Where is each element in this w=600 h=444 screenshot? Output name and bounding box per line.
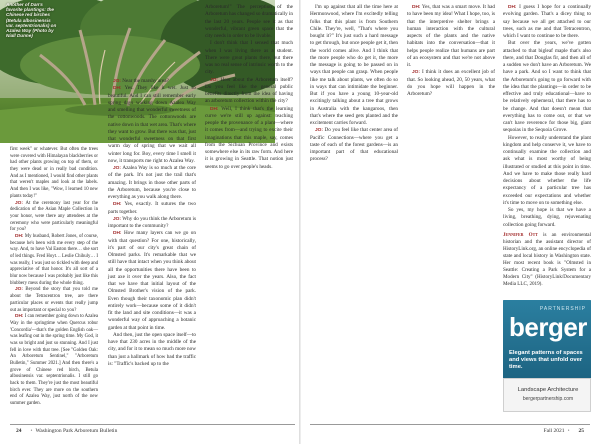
paragraph: JO: How about the Arboretum itself? Do you feel like the general public benefits directly from the idea of having an arboretum collection within the city?	[205, 76, 294, 105]
ad-footer	[503, 378, 591, 412]
ad-url[interactable]: bergerpartnership.com	[522, 396, 574, 402]
paragraph: JO: At the ceremony last year for the dedication of the Asian Maple Collection in your honor, were there any attendees at the ceremony who were particularly meaningful for you?	[10, 200, 98, 233]
berger-logo: berger	[509, 312, 587, 342]
paragraph: Arboretum!" The perception of the Arboretum has changed so dramatically in the last 20 years. People see it as that wonderful, vibrant green space that the city needs in order to be livable.	[205, 4, 294, 39]
paragraph: DH: My husband, Robert Jones, of course, because he's been with me every step of the way. And, to have Val Easton there… she sort of led things. Fred Hoyt… Leslie Chihuly… I was really, I was just so tickled with deep and appreciative of that honor. It's all sort of a blur now because I was probably just like this blubbery mess during the whole thing.	[10, 233, 99, 286]
page-number-left: 24	[16, 428, 22, 434]
publication-title: Washington Park Arboretum Bulletin	[35, 428, 118, 434]
paragraph: I don't think that I sensed that much when I was living there as a student. There were great plants there, but there was no real sense of intrinsic worth to the city.	[205, 40, 293, 76]
ad-banner	[503, 300, 591, 378]
page-number-right: 25	[578, 428, 584, 434]
paragraph: However, to really understand the plant kingdom and help conserve it, we have to continually examine the collection and ask what is most worthy of being illustrated or studied at this point in time. And we have to make those really hard decisions about whether the life expectancy of a particular tree has exceeded our expectations and whether it's time to move on to something else.	[503, 134, 591, 206]
article-column-3	[205, 4, 293, 171]
paragraph: So yes, my hope is that we have a living, breathing, dying, rejuvenating collection going forward.	[503, 207, 591, 228]
paragraph: JO: Do you feel like that center area of Pacific Connections—where you get a taste of each of the forest gardens—is an important part of that educational process?	[310, 127, 398, 163]
footer-separator: •	[567, 428, 570, 434]
paragraph: DH: I guess I hope for a continually evolving garden. That's a dicey thing to say because we all get attached to our trees, such as me and that Tetracentron, which I want to continue to be there.	[503, 4, 591, 39]
author-name: Jennifer Ott	[503, 231, 538, 238]
article-column-4	[310, 4, 398, 164]
paragraph: JO: Beyond the story that you told me about the Tetracentron tree, are there particular places or events that really jump out as important or special to you?	[10, 287, 98, 313]
paragraph: DH: Yes. They like it wet. Just so beautiful. And I can still remember early spring days walking down Azalea Way and smelling that wonderful sweetness of the cottonwoods. The cottonwoods are native down in that wet area. That's where they want to grow. But there was that, just that wonderful sweetness on that first warm day of spring that we wait all winter long for. Boy, every time I smell it now, it transports me right to Azalea Way.	[108, 85, 196, 164]
paragraph: first week" or whatever. But often the trees were covered with Himalayan blackberries or had other plants growing on top of them, or they were dead or in really bad condition. And as I mentioned, I would find other plants that weren't maples and look at the labels. And then I was like, "Wow, I learned 10 new plants today!"	[10, 147, 98, 199]
paragraph: I'm up against that all the time here at Hermonwood, where I'm excitedly telling folks that this plant is from Southern Chile. They're, well, "That's where you bought it?" It's just such a hard message to get through, but once people get it, then the world comes alive. And I think that the more people who do get it, the more the message is going to be passed on in ways that people can grasp. When people like me talk about plants, we often do so in ways that can intimidate the beginner. But if you have a young 10-year-old excitingly talking about a tree that grows in Australia with the kangaroos, then that's where the seed gets planted and the excitement carries forward.	[310, 4, 398, 126]
paragraph: JO: Why do you think the Arboretum is important to the community?	[108, 215, 197, 229]
page-gutter	[299, 0, 301, 444]
footer-left	[10, 424, 295, 437]
paragraph: DH: I can remember going down to Azalea Way in the springtime when Quercus robur 'Concordia'—that's the golden English oak—was leafing out in the spring time. My God, it was so bright and just so stunning. And I just fell in love with that tree. [See "Golden Oak: An Arboretum Sentinel," "Arboretum Bulletin," Summer 2021.] And then there's a grove of Chinese red birch, Betula albosinensis var. septentrionalis. I still go back to them. They're just the most beautiful birch ever. They are more on the southern end of Azalea Way, just north of the new summer garden.	[10, 314, 98, 407]
paragraph: DH: Yes, that was a smart move. It had to have been my idea! What I hope, too, is that the interpretive shelter brings a human interaction with the cultural aspects of the plants and the native habitats into the conversation—that it helps people realize that humans are part of an ecosystem and that we're not above it.	[407, 4, 495, 68]
article-column-2	[108, 78, 196, 368]
paragraph: And then, just the open space itself—to have that 230 acres in the middle of the city, and for it to mean so much more now than just a hallmark of how bad the traffic is: "Traffic's backed up to the	[108, 331, 196, 367]
ad-partnership-label: PARTNERSHIP	[539, 306, 586, 312]
paragraph: DH: How many layers can we go on with that question? For one, historically, it's part of our city's great chain of Olmsted parks. It's remarkable that we still have that intact when you think about all the opportunities there have been to just axe it over the years. Also, the fact that we have that initial layout of the Olmsted Brother's vision of the park. Even though their taxonomic plan didn't entirely work—because some of it didn't fit the land and site conditions—it was a wonderful way of approaching a botanic garden at that point in time.	[108, 230, 196, 331]
article-column-5	[407, 4, 495, 98]
issue-label: Fall 2021	[543, 428, 565, 434]
article-column-6	[503, 4, 591, 288]
paragraph: But over the years, we've gotten attached to that bigleaf maple that's also there, and that Douglas fir, and then all of a sudden we don't have an Arboretum. We have a park. And so I want to think that the Arboretum's going to go forward with the idea that the plantings—in order to be effective and truly educational—have to be relatively ephemeral, that there has to be change. And that doesn't mean that everything has to come out, or that we can't have reverence for those big, giant sequoias in the Sequoia Grove.	[503, 40, 591, 134]
paragraph: JO: Azalea Way is so much at the core of the park. It's not just the trail that's amazing. It brings in those other parts of the Arboretum, because you're close to everything as you walk along there.	[108, 165, 196, 200]
footer-separator: •	[30, 428, 33, 434]
author-bio: Jennifer Ott is an environmental historian and the assistant director of HistoryLink.org, an online encyclopedia of state and local history in Washington state. Her most recent book is "Olmsted in Seattle: Creating a Park System for a Modern City" (HistoryLink/Documentary Media LLC, 2019).	[503, 231, 591, 287]
footer-right	[310, 424, 590, 437]
paragraph: DH: Yes, exactly. It sutures the two parts together.	[108, 201, 197, 215]
photo-caption: Another of Dan's favorite plantings: the Chinese red birches (Betula albosinensis var. septentrionalis) on Azalea Way (Photo by Niall Dunne)	[6, 2, 57, 39]
paragraph: DH: Well, I think that's the learning curve we're still up against: teaching people the provenance of a plant—where it comes from—and trying to excite their imaginations that this maple, say, comes from the Sichuan Province and exists somewhere else in its raw form. And here it is growing in Seattle. That notion just seems to go over people's heads.	[205, 105, 293, 170]
ad-label: Landscape Architecture	[517, 387, 579, 393]
paragraph: JO: Near the marshy area?	[113, 78, 169, 84]
paragraph: JO: I think it does an excellent job of that. So looking ahead, 20, 50 years, what do you hope will happen in the Arboretum?	[407, 69, 496, 97]
ad-tagline: Elegant patterns of spaces and views that unfold over time.	[509, 350, 583, 370]
berger-partnership-ad[interactable]	[503, 300, 591, 412]
article-column-1	[10, 147, 98, 408]
